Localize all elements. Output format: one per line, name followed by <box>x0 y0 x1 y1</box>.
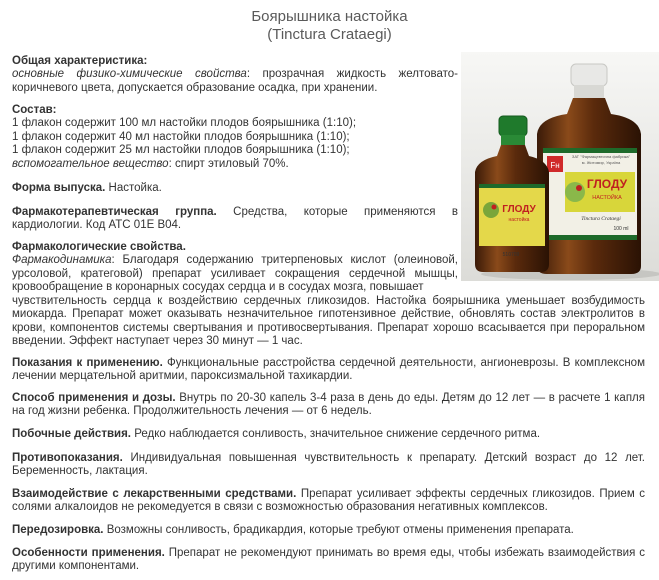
form-text: Настойка. <box>105 182 162 194</box>
pharmacology-continuation <box>12 295 645 349</box>
features-heading: Особенности применения. <box>12 547 165 559</box>
interactions-heading: Взаимодействие с лекарственными средствами. <box>12 488 297 500</box>
group-text: Средства, которые применяются в кардиологии. Код АТС 01Е В04. <box>12 206 458 232</box>
svg-text:Fн: Fн <box>550 161 560 170</box>
composition-line: 1 флакон содержит 40 мл настойки плодов боярышника (1:10); <box>12 130 350 143</box>
dosage-text: Внутрь по 20-30 капель 3-4 раза в день до еды. Детям до 12 лет — в расчете 1 капля на год жизни ребенка. Продолжительность лечения — от 6 недель. <box>12 392 645 418</box>
composition-line: 1 флакон содержит 100 мл настойки плодов боярышника (1:10); <box>12 117 357 130</box>
svg-text:ГЛОДУ: ГЛОДУ <box>502 204 536 215</box>
page-title: Боярышника настойка <box>251 8 408 25</box>
group-section <box>12 206 458 233</box>
features-section <box>12 547 645 574</box>
group-heading: Фармакотерапевтическая группа. <box>12 206 217 218</box>
pharmacodynamics-label: Фармакодинамика <box>12 254 112 267</box>
indications-text: Функциональные расстройства сердечной деятельности, ангионеврозы. В комплексном лечении мерцательной аритмии, пароксизмальной тахикардии. <box>12 357 645 383</box>
side-effects-heading: Побочные действия. <box>12 428 132 440</box>
composition-section <box>12 104 458 171</box>
svg-text:НАСТОЙКА: НАСТОЙКА <box>592 195 622 201</box>
interactions-section <box>12 488 645 515</box>
bottles-image <box>461 52 659 281</box>
general-heading: Общая характеристика: <box>12 55 148 67</box>
page-subtitle: (Tinctura Crataegi) <box>267 26 392 43</box>
svg-text:настойка: настойка <box>508 217 530 223</box>
features-text: Препарат не рекомендуют принимать во время еды, чтобы избежать взаимодействия с другими компонентами. <box>12 547 645 573</box>
overdose-text: Возможны сонливость, брадикардия, которые требуют отмены применения препарата. <box>103 524 574 536</box>
svg-text:ГЛОДУ: ГЛОДУ <box>586 177 628 191</box>
composition-line: 1 флакон содержит 25 мл настойки плодов боярышника (1:10); <box>12 144 350 157</box>
pharmacology-heading: Фармакологические свойства. <box>12 241 186 253</box>
dosage-heading: Способ применения и дозы. <box>12 392 176 404</box>
form-section <box>12 182 458 195</box>
general-section <box>12 55 458 95</box>
svg-text:100 ml: 100 ml <box>613 226 629 232</box>
composition-aux-label: вспомогательное вещество <box>12 157 169 170</box>
contraindications-heading: Противопоказания. <box>12 452 123 464</box>
svg-text:м. Житомир, Україна: м. Житомир, Україна <box>581 160 621 165</box>
pharmacology-section <box>12 241 458 295</box>
composition-aux-text: : спирт этиловый 70%. <box>168 157 289 170</box>
indications-heading: Показания к применению. <box>12 357 163 369</box>
contraindications-text: Индивидуальная повышенная чувствительность к препарату. Детский возраст до 12 лет. Беременность, лактация. <box>12 452 645 478</box>
svg-text:510709: 510709 <box>502 252 520 258</box>
dosage-section <box>12 392 645 419</box>
side-effects-section <box>12 428 645 441</box>
contraindications-section <box>12 452 645 479</box>
svg-text:ЗАТ "Фармацевтична фабрика": ЗАТ "Фармацевтична фабрика" <box>571 154 631 159</box>
product-photo <box>461 52 659 281</box>
general-props-text: : прозрачная жидкость желтовато-коричневого цвета, допускается образование осадка, при хранении. <box>12 68 458 94</box>
indications-section <box>12 357 645 384</box>
interactions-text: Препарат усиливает эффекты сердечных гликозидов. Прием с солями алкалоидов не рекомедуется в связи с возможностью образования негативных комплексов. <box>12 488 645 514</box>
overdose-heading: Передозировка. <box>12 524 104 536</box>
pharmacology-text: : Благодаря содержанию тритерпеновых кислот (олеиновой, урсоловой, кратеговой) препарат усиливает сокращения сердечной мышцы, кровообращение в коронарных сосудах сердца и в сосудах мозга, повышает <box>12 254 458 294</box>
composition-heading: Состав: <box>12 104 57 116</box>
overdose-section <box>12 524 645 537</box>
svg-text:Tinctura Crataegi: Tinctura Crataegi <box>581 216 621 222</box>
side-effects-text: Редко наблюдается сонливость, значительное снижение сердечного ритма. <box>131 428 541 440</box>
general-props-label: основные физико-химические свойства <box>12 68 247 81</box>
form-heading: Форма выпуска. <box>12 182 106 194</box>
pharmacology-text-continued: чувствительность сердца к воздействию сердечных гликозидов. Настойка боярышника уменьшает возбудимость миокарда. Препарат может оказывать незначительное гипотензивное действие, обновлять состав электролитов в крови, компонентов системы свертывания и противосвертывания. Препарат хорошо всасывается при пероральном введении. Эффект наступает через 30 минут — 1 час. <box>12 295 645 348</box>
